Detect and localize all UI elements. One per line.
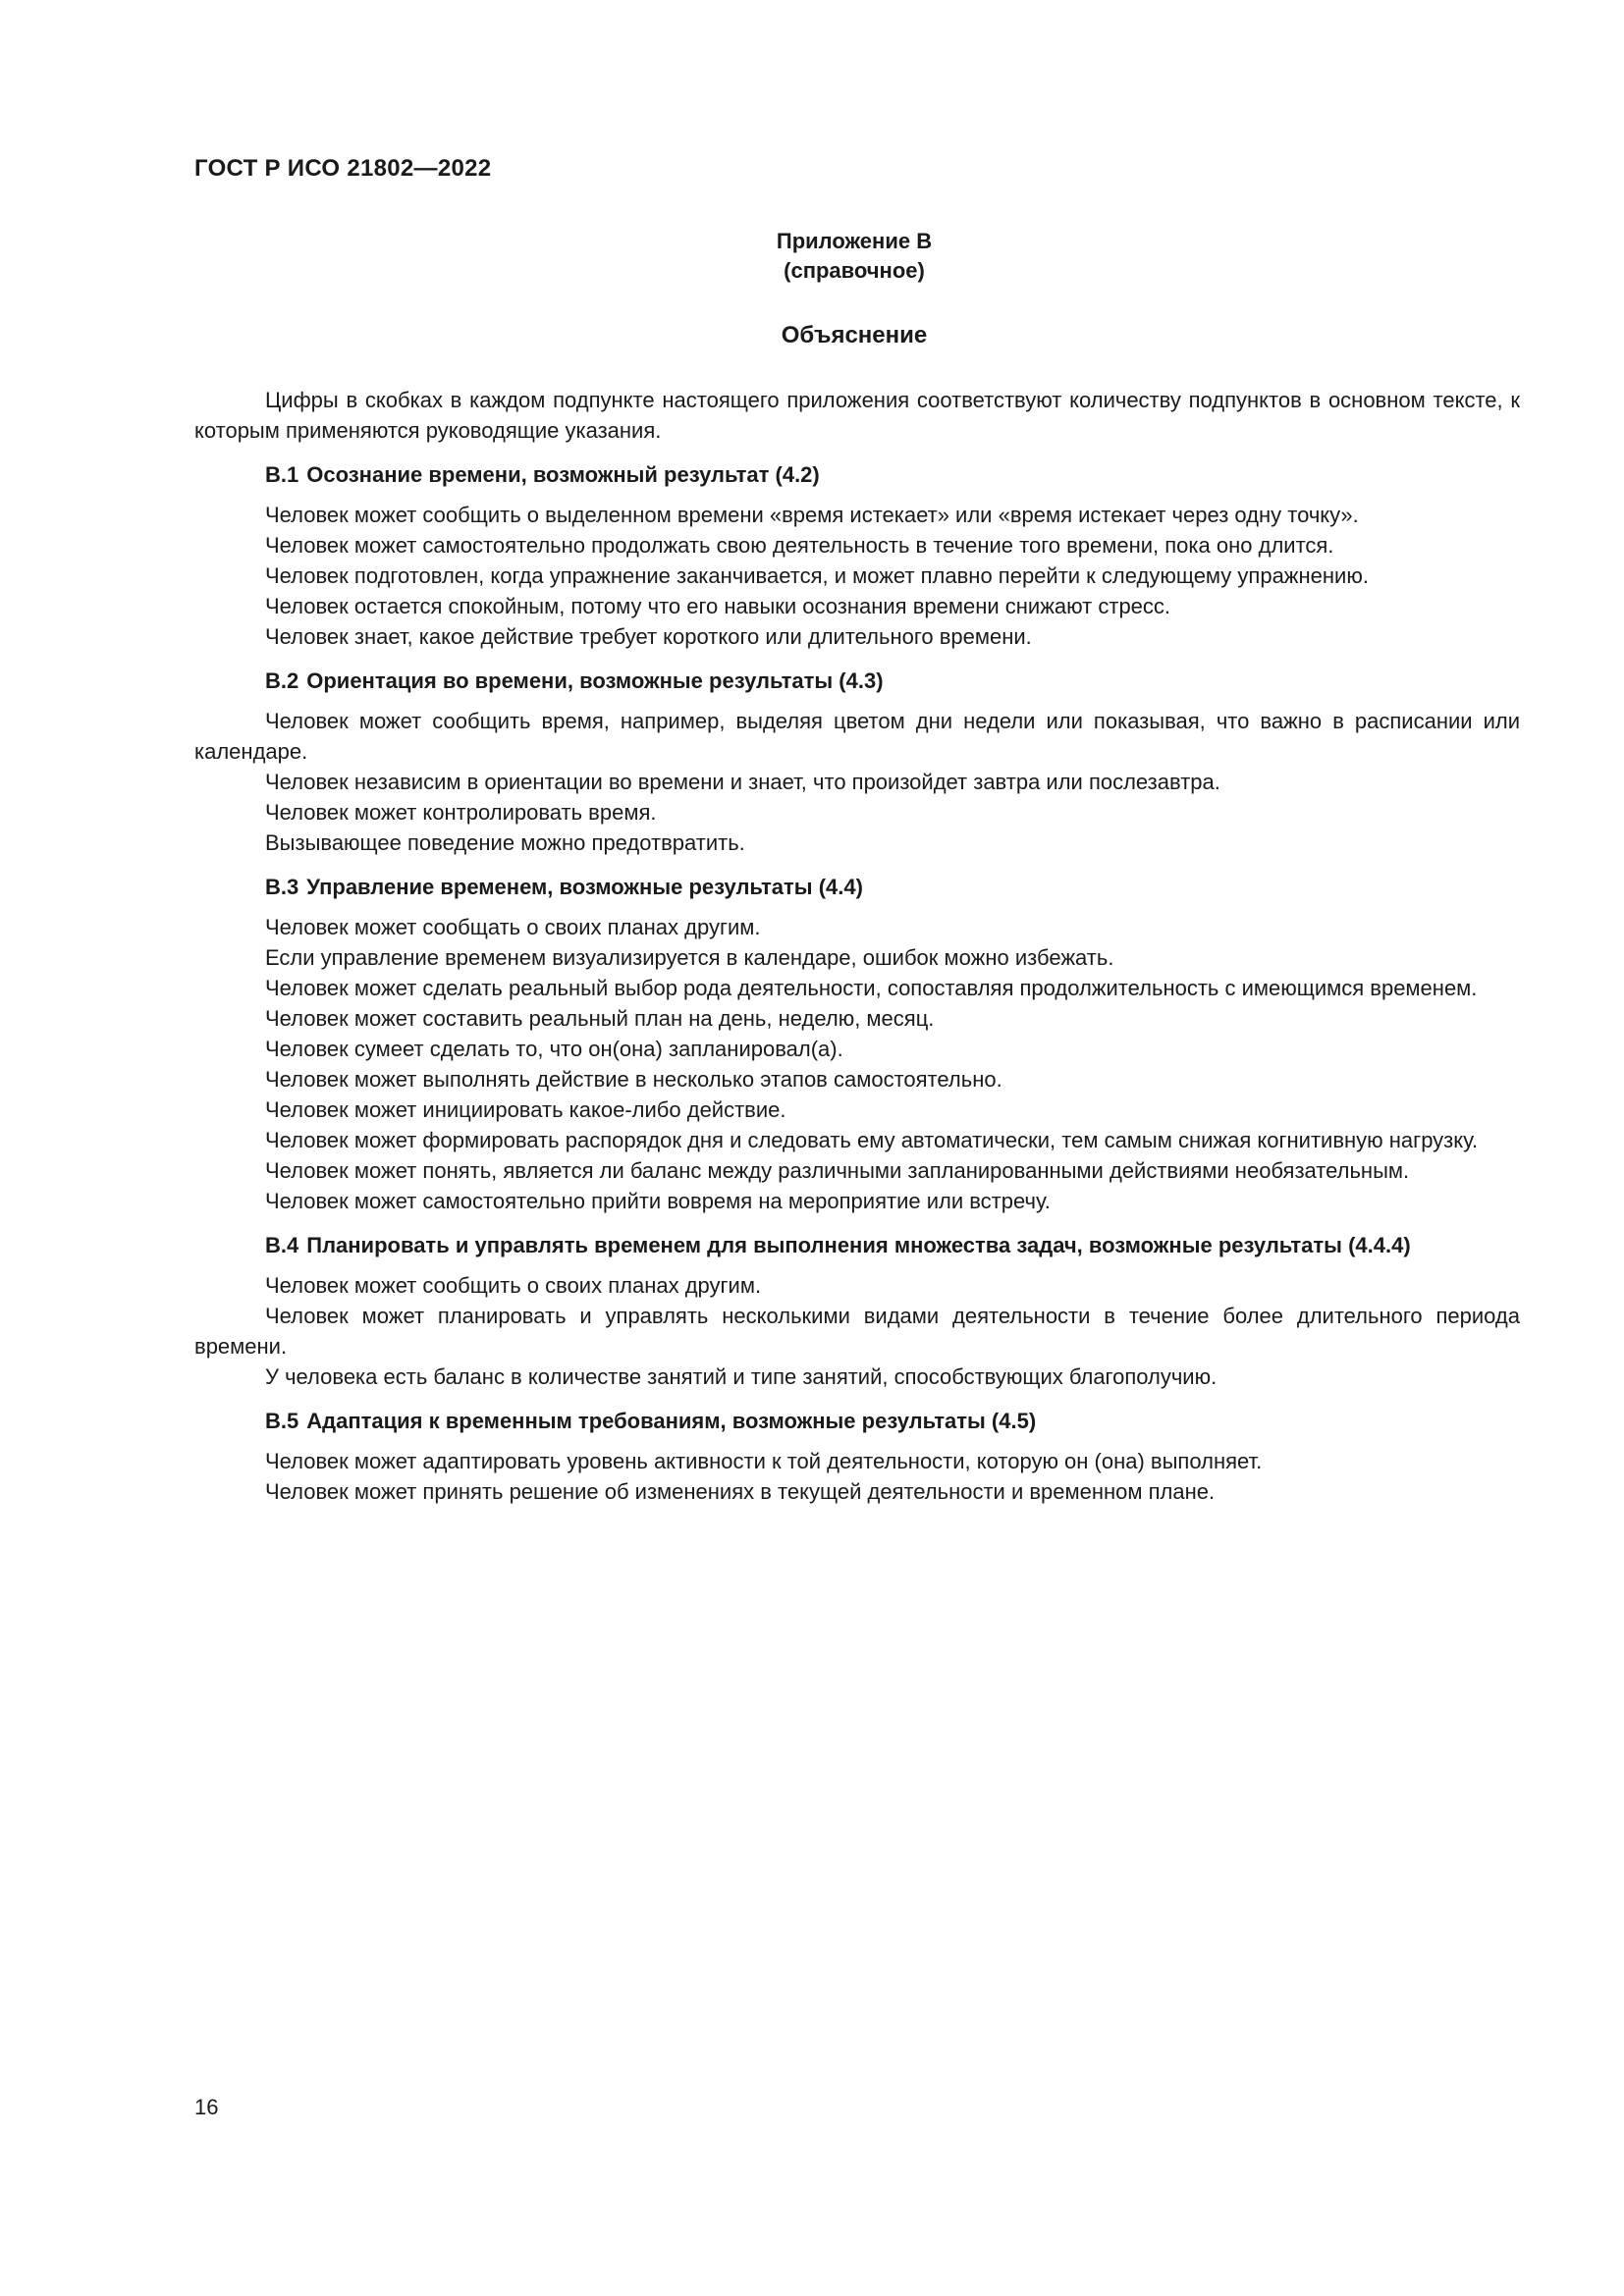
section-paragraph: Человек может формировать распорядок дня и следовать ему автоматически, тем самым снижая когнитивную нагрузку. xyxy=(265,1128,1479,1152)
section-paragraph: Человек может инициировать какое-либо действие. xyxy=(265,1097,786,1122)
section-paragraph: Человек сумеет сделать то, что он(она) запланировал(а). xyxy=(265,1037,843,1061)
section-paragraph: Если управление временем визуализируется в календаре, ошибок можно избежать. xyxy=(265,945,1114,970)
section-paragraph: Человек может сообщить о своих планах другим. xyxy=(265,1273,762,1298)
section-paragraph: Человек может сообщать о своих планах другим. xyxy=(265,915,761,939)
sections-container xyxy=(194,459,1520,1507)
annex-content xyxy=(194,385,1520,1507)
section-1 xyxy=(194,459,1520,652)
section-paragraph: Человек может сообщить о выделенном времени «время истекает» или «время истекает через одну точку». xyxy=(265,503,1359,527)
section-paragraph: Человек может контролировать время. xyxy=(265,800,657,825)
annex-heading: Объяснение xyxy=(781,322,928,348)
intro-paragraph: Цифры в скобках в каждом подпункте настоящего приложения соответствуют количеству подпунктов в основном тексте, к которым применяются руководящие указания. xyxy=(194,388,1520,443)
section-title xyxy=(265,666,1520,696)
section-title xyxy=(265,872,1520,902)
section-title-text: Осознание времени, возможный результат (4.2) xyxy=(306,462,820,487)
document-header: ГОСТ Р ИСО 21802—2022 xyxy=(194,155,492,182)
section-number: В.2 xyxy=(265,668,299,693)
section-number: В.5 xyxy=(265,1409,299,1433)
section-title-text: Планировать и управлять временем для выполнения множества задач, возможные результаты (4.4.4) xyxy=(306,1233,1411,1257)
section-paragraph: Человек может самостоятельно продолжать свою деятельность в течение того времени, пока оно длится. xyxy=(265,533,1334,558)
section-paragraph: Человек знает, какое действие требует короткого или длительного времени. xyxy=(265,624,1032,649)
section-title xyxy=(265,1230,1520,1260)
section-title xyxy=(265,1406,1520,1436)
annex-type: (справочное) xyxy=(784,258,925,283)
section-paragraph: Человек может составить реальный план на день, неделю, месяц. xyxy=(265,1006,935,1031)
section-paragraph: Человек может сообщить время, например, выделяя цветом дни недели или показывая, что важно в расписании или календаре. xyxy=(194,709,1520,764)
section-title-text: Управление временем, возможные результаты (4.4) xyxy=(306,875,863,899)
section-3 xyxy=(194,872,1520,1216)
section-paragraph: Человек остается спокойным, потому что его навыки осознания времени снижают стресс. xyxy=(265,594,1171,618)
section-5 xyxy=(194,1406,1520,1507)
section-number: В.3 xyxy=(265,875,299,899)
section-paragraph: Человек может адаптировать уровень активности к той деятельности, которую он (она) выполняет. xyxy=(265,1449,1263,1473)
section-title-text: Ориентация во времени, возможные результаты (4.3) xyxy=(306,668,884,693)
section-title xyxy=(265,459,1520,490)
section-4 xyxy=(194,1230,1520,1392)
section-paragraph: Человек может принять решение об изменениях в текущей деятельности и временном плане. xyxy=(265,1479,1216,1504)
section-paragraph: Человек может самостоятельно прийти вовремя на мероприятие или встречу. xyxy=(265,1189,1051,1213)
section-paragraph: У человека есть баланс в количестве занятий и типе занятий, способствующих благополучию. xyxy=(265,1364,1218,1389)
section-paragraph: Вызывающее поведение можно предотвратить. xyxy=(265,830,745,855)
section-paragraph: Человек может сделать реальный выбор рода деятельности, сопоставляя продолжительность с имеющимся временем. xyxy=(265,976,1478,1000)
section-title-text: Адаптация к временным требованиям, возможные результаты (4.5) xyxy=(306,1409,1037,1433)
page-number: 16 xyxy=(194,2095,219,2119)
section-paragraph: Человек может выполнять действие в несколько этапов самостоятельно. xyxy=(265,1067,1002,1092)
annex-label: Приложение В xyxy=(776,229,933,253)
section-2 xyxy=(194,666,1520,858)
section-paragraph: Человек независим в ориентации во времени и знает, что произойдет завтра или послезавтра. xyxy=(265,770,1220,794)
section-paragraph: Человек подготовлен, когда упражнение заканчивается, и может плавно перейти к следующему упражнению. xyxy=(265,563,1369,588)
section-number: В.1 xyxy=(265,462,299,487)
section-number: В.4 xyxy=(265,1233,299,1257)
section-paragraph: Человек может понять, является ли баланс между различными запланированными действиями необязательным. xyxy=(265,1158,1410,1183)
section-paragraph: Человек может планировать и управлять несколькими видами деятельности в течение более длительного периода времени. xyxy=(194,1304,1520,1359)
